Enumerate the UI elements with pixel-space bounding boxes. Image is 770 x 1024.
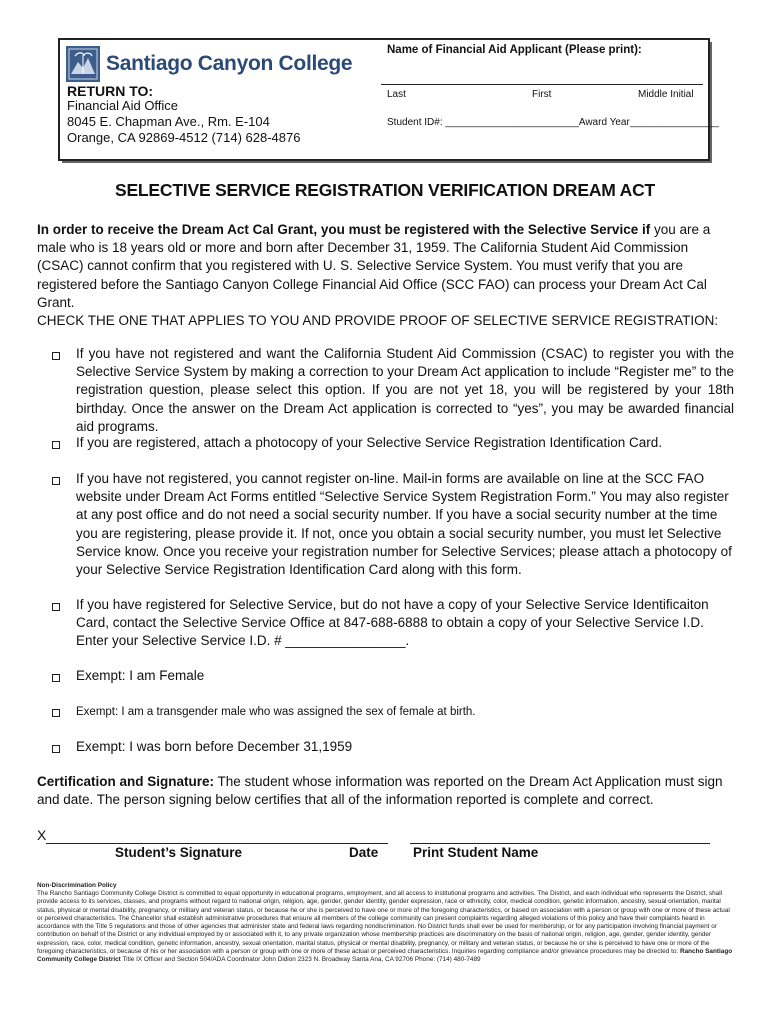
- policy-body-text: The Rancho Santiago Community College District is committed to equal opportunity in educational programs, employment, and all access to institutional programs and activities. The District, and each individual who represents the District, shall provide access to its services, classes, and programs without regard to national origin, religion, age, gender, gender identity, gender expression, race or ethnicity, color, medical condition, genetic information, ancestry, sexual orientation, marital status, physical or mental disability, pregnancy, or military and veteran status, or because he or she is perceived to have one or more of the foregoing characteristics, or based on association with a person or group with one or more of these actual or perceived characteristics. The Chancellor shall establish administrative procedures that ensure all members of the college community can present complaints regarding alleged violations of this policy and have their complaints heard in accordance with the Title 5 regulations and those of other agencies that administer state and federal laws regarding nondiscrimination. No District funds shall ever be used for membership, or for any participation involving financial payment or contribution on behalf of the District or any individual employed by or associated with it, to any private organization whose membership practices are discriminatory on the basis of national origin, religion, age, gender, gender identity, gender expression, race, color, medical condition, genetic information, ancestry, sexual orientation, marital status, physical or mental disability, pregnancy, or military and veteran status, or because he or she is perceived to have one or more of the foregoing characteristics, or because of his or her association with a person or group with one or more of these actual or perceived characteristics. Inquiries regarding compliance and/or grievance procedures may be directed to:: [37, 890, 730, 956]
- applicant-name-label: Name of Financial Aid Applicant (Please print):: [387, 44, 642, 56]
- option-1-text: If you have not registered and want the California Student Aid Commission (CSAC) to register you with the Selective Service System by making a correction to your Dream Act application to include “Register me” to the registration question, please select this option. If you are not yet 18, you will be registered by your 18th birthday. Once the answer on the Dream Act application is corrected to “yes”, you may be awarded financial aid programs.: [76, 346, 734, 434]
- option-2-text: If you are registered, attach a photocopy of your Selective Service Registration Identification Card.: [76, 435, 663, 450]
- form-title: SELECTIVE SERVICE REGISTRATION VERIFICATION DREAM ACT: [114, 180, 656, 200]
- option-female-text: Exempt: I am Female: [76, 668, 205, 683]
- policy-tail: Title IX Officer and Section 504/ADA Coordinator John Didion 2323 N. Broadway Santa Ana, CA 92706 Phone: (714) 480-7489: [120, 956, 481, 964]
- return-to-label: RETURN TO:: [67, 83, 154, 99]
- return-address-line-3: Orange, CA 92869-4512 (714) 628-4876: [67, 130, 301, 145]
- name-middle-label: Middle Initial: [638, 89, 694, 100]
- return-address-line-2: 8045 E. Chapman Ave., Rm. E-104: [67, 114, 270, 129]
- option-3-checkbox[interactable]: [52, 477, 60, 485]
- option-2-checkbox[interactable]: [52, 441, 60, 449]
- print-name-label: Print Student Name: [413, 845, 539, 860]
- college-seal-icon: [66, 46, 100, 82]
- certification-rest: The student whose information was reported on the Dream Act Application must sign and date. The person signing below certifies that all of the information reported is complete and correct.: [37, 774, 723, 808]
- name-first-label: First: [532, 89, 552, 100]
- applicant-name-field[interactable]: [381, 84, 703, 85]
- policy-body: [37, 890, 734, 965]
- college-name: Santiago Canyon College: [106, 52, 353, 75]
- option-transgender-text: Exempt: I am a transgender male who was assigned the sex of female at birth.: [76, 706, 476, 718]
- option-transgender-checkbox[interactable]: [52, 709, 60, 717]
- option-1-checkbox[interactable]: [52, 352, 60, 360]
- option-4-checkbox[interactable]: [52, 603, 60, 611]
- intro-rest: you are a male who is 18 years old or more and born after December 31, 1959. The California Student Aid Commission (CSAC) cannot confirm that you registered with U. S. Selective Service System. You must verify that you are registered before the Santiago Canyon College Financial Aid Office (SCC FAO) can process your Dream Act Cal Grant.: [37, 222, 711, 310]
- policy-district: Rancho Santiago Community College District: [37, 948, 733, 964]
- policy-title: Non-Discrimination Policy: [37, 882, 117, 889]
- certification-paragraph: [37, 773, 734, 809]
- signature-label: Student’s Signature: [115, 845, 243, 860]
- signature-x-mark: X: [37, 827, 47, 843]
- instruction-text: CHECK THE ONE THAT APPLIES TO YOU AND PROVIDE PROOF OF SELECTIVE SERVICE REGISTRATION:: [37, 313, 719, 328]
- option-4-text: If you have registered for Selective Service, but do not have a copy of your Selective Service Identificaiton Card, contact the Selective Service Office at 847-688-6888 to obtain a copy of your Selective Service I.D. Enter your Selective Service I.D. # ________________.: [76, 597, 709, 649]
- intro-paragraph: [37, 221, 734, 312]
- certification-bold: Certification and Signature:: [37, 774, 215, 789]
- option-born-before-text: Exempt: I was born before December 31,1959: [76, 739, 353, 754]
- date-label: Date: [349, 845, 379, 860]
- intro-bold: In order to receive the Dream Act Cal Grant, you must be registered with the Selective Service if: [37, 222, 651, 237]
- student-id-award-year-field[interactable]: Student ID#: ________________________Award Year________________: [387, 117, 719, 128]
- name-last-label: Last: [387, 89, 406, 100]
- print-name-field[interactable]: [410, 843, 710, 844]
- option-female-checkbox[interactable]: [52, 674, 60, 682]
- option-3-text: If you have not registered, you cannot register on-line. Mail-in forms are available on line at the SCC FAO website under Dream Act Forms entitled “Selective Service System Registration Form.” You may also register at any post office and do not need a social security number. If you have a social security number at the time you are registering, please provide it. If not, once you obtain a social security number, you must let Selective Service know. Once you receive your registration number for Selective Services; please attach a photocopy of your Selective Service Registration Identification Card along with this form.: [76, 471, 732, 578]
- option-born-before-checkbox[interactable]: [52, 745, 60, 753]
- college-logo: [66, 46, 366, 84]
- signature-date-field[interactable]: [46, 843, 388, 844]
- return-address-line-1: Financial Aid Office: [67, 98, 179, 113]
